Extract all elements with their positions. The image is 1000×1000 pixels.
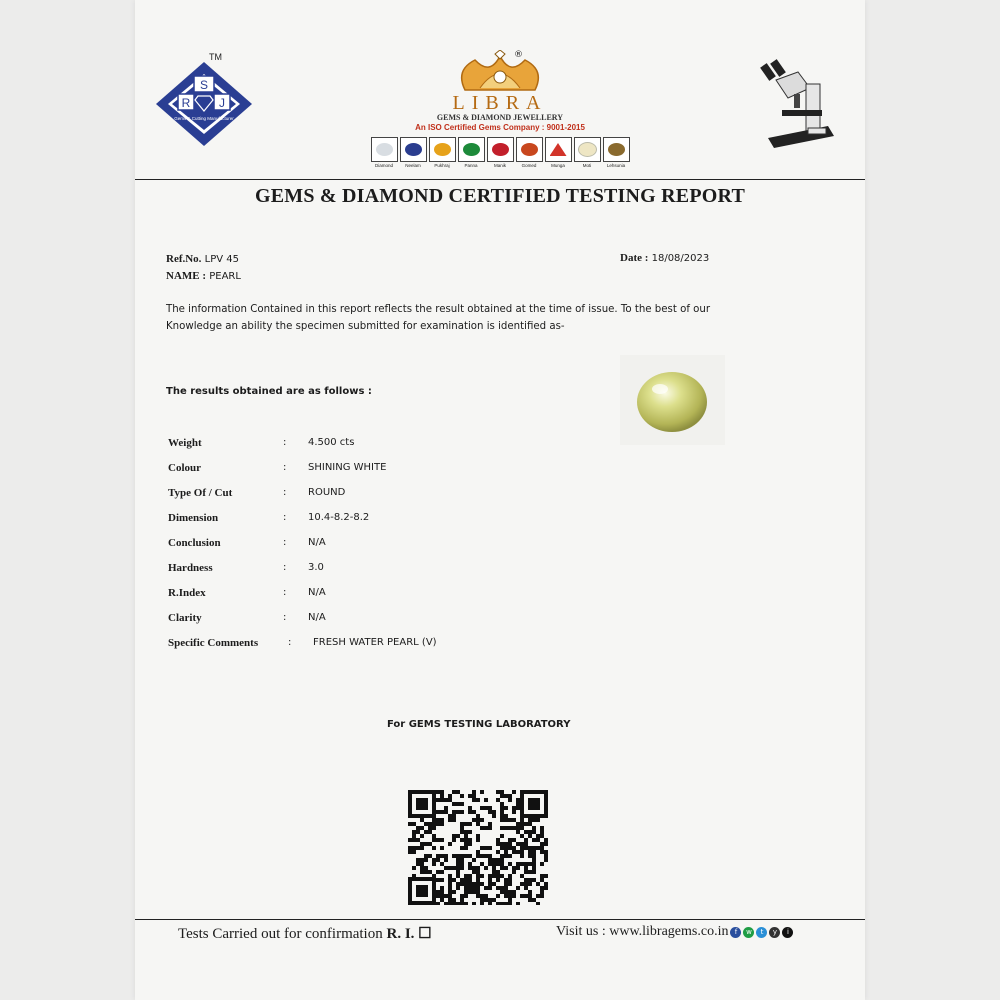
ref-label: Ref.No. (166, 253, 202, 265)
footer-divider (135, 919, 865, 920)
brand-iso: An ISO Certified Gems Company : 9001-2015 (415, 123, 585, 132)
gem-gomed: Gomed (516, 137, 543, 168)
report-date (620, 252, 709, 264)
intro-line-2: Knowledge an ability the specimen submitted for examination is identified as- (166, 321, 565, 332)
ruby-icon (492, 143, 509, 156)
footer-left-text: Tests Carried out for confirmation (178, 926, 383, 942)
intro-line-1: The information Contained in this report reflects the result obtained at the time of issue. To the best of our (166, 304, 711, 315)
gem-moti: Moti (574, 137, 601, 168)
property-row: Conclusion : N/A (168, 536, 326, 549)
properties-table (168, 430, 437, 655)
topaz-icon (434, 143, 451, 156)
crown-icon (445, 50, 555, 96)
property-row: Dimension : 10.4-8.2-8.2 (168, 511, 370, 524)
property-row: Hardness : 3.0 (168, 561, 324, 574)
header-divider (135, 179, 865, 180)
youtube-icon[interactable]: y (769, 927, 780, 938)
srj-letter-j: J (219, 96, 225, 110)
name-value: PEARL (209, 271, 241, 282)
instagram-icon[interactable]: i (782, 927, 793, 938)
diamond-icon (376, 143, 393, 156)
specimen-name (166, 270, 241, 282)
name-label: NAME : (166, 270, 207, 282)
srj-logo (152, 58, 256, 150)
hessonite-icon (521, 143, 538, 156)
registered-mark: ® (514, 50, 523, 60)
gem-strip (355, 137, 645, 168)
lab-signature: For GEMS TESTING LABORATORY (387, 719, 571, 730)
ref-number (166, 253, 239, 265)
libra-logo (355, 50, 645, 175)
website-link: Visit us : www.libragems.co.in (556, 924, 729, 939)
gem-lehsunia: Lehsunia (603, 137, 630, 168)
gem-diamond: Diamond (371, 137, 398, 168)
property-row: Specific Comments : FRESH WATER PEARL (V) (168, 636, 437, 649)
property-row: R.Index : N/A (168, 586, 326, 599)
property-row: Clarity : N/A (168, 611, 326, 624)
pearl-icon (578, 142, 597, 157)
srj-letter-r: R (181, 96, 191, 110)
results-heading: The results obtained are as follows : (166, 386, 372, 397)
property-row: Type Of / Cut : ROUND (168, 486, 346, 499)
coral-icon (550, 143, 567, 156)
facebook-icon[interactable]: f (730, 927, 741, 938)
gem-munga: Munga (545, 137, 572, 168)
microscope-icon (758, 58, 838, 150)
date-label: Date : (620, 252, 649, 264)
property-row: Colour : SHINING WHITE (168, 461, 387, 474)
gem-neelam: Neelam (400, 137, 427, 168)
emerald-icon (463, 143, 480, 156)
gem-manik: Manik (487, 137, 514, 168)
report-title: GEMS & DIAMOND CERTIFIED TESTING REPORT (255, 185, 745, 207)
property-row: Weight : 4.500 cts (168, 436, 355, 449)
tm-mark: TM (209, 52, 222, 62)
pearl-photo (620, 355, 725, 445)
intro-paragraph (166, 301, 776, 335)
brand-name: LIBRA (452, 92, 548, 114)
footer-confirmation (178, 924, 432, 943)
footer-website[interactable] (556, 924, 793, 940)
gem-pukhraj: Pukhraj (429, 137, 456, 168)
srj-caption: Gems & Cutting Manufacturer (174, 116, 234, 121)
twitter-icon[interactable]: t (756, 927, 767, 938)
cats-eye-icon (608, 143, 625, 156)
whatsapp-icon[interactable]: w (743, 927, 754, 938)
brand-subtitle: GEMS & DIAMOND JEWELLERY (436, 113, 564, 122)
footer-left-bold: R. I. ☐ (386, 926, 432, 942)
sapphire-icon (405, 143, 422, 156)
ref-value: LPV 45 (204, 254, 239, 265)
gem-panna: Panna (458, 137, 485, 168)
date-value: 18/08/2023 (651, 253, 710, 264)
srj-letter-s: S (199, 78, 209, 92)
qr-code[interactable] (408, 790, 548, 905)
